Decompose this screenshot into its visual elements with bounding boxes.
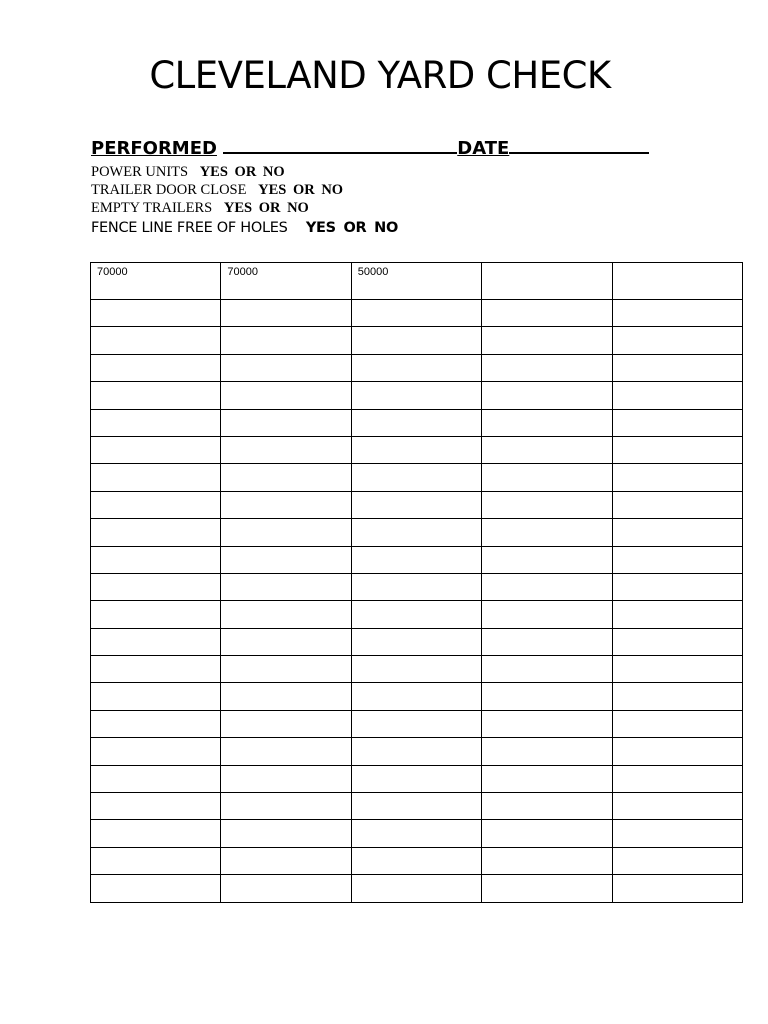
table-cell[interactable]: [221, 491, 351, 518]
table-cell[interactable]: [612, 683, 742, 710]
table-cell[interactable]: [351, 354, 481, 381]
table-row: [91, 601, 743, 628]
table-cell[interactable]: [482, 820, 612, 847]
table-cell[interactable]: [91, 601, 221, 628]
yard-check-table: [90, 262, 743, 903]
table-cell[interactable]: [351, 573, 481, 600]
table-cell[interactable]: [612, 738, 742, 765]
check-power-units: [91, 164, 285, 181]
table-cell[interactable]: [351, 683, 481, 710]
table-cell[interactable]: [351, 546, 481, 573]
table-cell[interactable]: [351, 656, 481, 683]
table-cell[interactable]: [91, 710, 221, 737]
table-cell[interactable]: [221, 436, 351, 463]
date-label: DATE: [457, 138, 510, 159]
table-cell[interactable]: [612, 409, 742, 436]
table-cell[interactable]: [612, 710, 742, 737]
table-cell[interactable]: [91, 573, 221, 600]
table-cell[interactable]: [221, 327, 351, 354]
table-cell[interactable]: [351, 300, 481, 327]
table-cell[interactable]: [612, 354, 742, 381]
table-cell[interactable]: [482, 738, 612, 765]
check-label: FENCE LINE FREE OF HOLES: [91, 220, 288, 236]
table-cell[interactable]: [612, 327, 742, 354]
table-cell[interactable]: [91, 382, 221, 409]
table-cell[interactable]: [91, 354, 221, 381]
table-cell[interactable]: [351, 601, 481, 628]
table-cell[interactable]: [351, 519, 481, 546]
table-cell[interactable]: [482, 327, 612, 354]
table-cell[interactable]: [221, 382, 351, 409]
table-cell[interactable]: [91, 628, 221, 655]
table-cell[interactable]: [351, 491, 481, 518]
table-cell[interactable]: [612, 573, 742, 600]
table-cell[interactable]: [221, 628, 351, 655]
table-row: [91, 573, 743, 600]
check-trailer-door-close: [91, 182, 343, 199]
table-cell[interactable]: [351, 464, 481, 491]
table-cell[interactable]: [221, 464, 351, 491]
table-cell[interactable]: [91, 436, 221, 463]
date-field[interactable]: [509, 138, 649, 154]
table-cell[interactable]: [482, 519, 612, 546]
table-cell[interactable]: [221, 601, 351, 628]
table-cell[interactable]: [612, 436, 742, 463]
check-label: TRAILER DOOR CLOSE: [91, 182, 247, 198]
table-row: [91, 793, 743, 820]
table-row: [91, 875, 743, 902]
table-header-cell[interactable]: 70000: [91, 263, 221, 300]
table-cell[interactable]: [612, 875, 742, 902]
table-cell[interactable]: [221, 847, 351, 874]
table-row: [91, 519, 743, 546]
table-cell[interactable]: [91, 300, 221, 327]
table-row: [91, 327, 743, 354]
table-cell[interactable]: [351, 436, 481, 463]
table-cell[interactable]: [91, 793, 221, 820]
check-answer[interactable]: YES OR NO: [199, 164, 285, 180]
table-row: [91, 354, 743, 381]
table-cell[interactable]: [482, 847, 612, 874]
table-cell[interactable]: [221, 300, 351, 327]
table-cell[interactable]: [221, 793, 351, 820]
table-cell[interactable]: [482, 710, 612, 737]
table-row: [91, 382, 743, 409]
table-cell[interactable]: [482, 491, 612, 518]
table-cell[interactable]: [482, 793, 612, 820]
table-cell[interactable]: [612, 628, 742, 655]
table-row: [91, 683, 743, 710]
table-header-row: [91, 263, 743, 300]
table-cell[interactable]: [612, 300, 742, 327]
table-cell[interactable]: [221, 409, 351, 436]
table-cell[interactable]: [612, 656, 742, 683]
table-cell[interactable]: [351, 875, 481, 902]
table-cell[interactable]: [482, 382, 612, 409]
table-cell[interactable]: [612, 765, 742, 792]
performed-field[interactable]: [223, 138, 457, 154]
table-cell[interactable]: [221, 683, 351, 710]
table-cell[interactable]: [91, 875, 221, 902]
table-cell[interactable]: [221, 765, 351, 792]
table-cell[interactable]: [482, 354, 612, 381]
table-header-cell[interactable]: [482, 263, 612, 300]
table-cell[interactable]: [91, 820, 221, 847]
table-cell[interactable]: [351, 793, 481, 820]
table-cell[interactable]: [612, 382, 742, 409]
table-header-cell[interactable]: 50000: [351, 263, 481, 300]
table-cell[interactable]: [221, 519, 351, 546]
table-cell[interactable]: [221, 820, 351, 847]
check-fence-line: [91, 220, 398, 236]
form-title: CLEVELAND YARD CHECK: [149, 54, 611, 97]
table-cell[interactable]: [482, 683, 612, 710]
table-cell[interactable]: [221, 546, 351, 573]
table-cell[interactable]: [351, 765, 481, 792]
table-row: [91, 656, 743, 683]
table-cell[interactable]: [612, 519, 742, 546]
table-row: [91, 409, 743, 436]
table-cell[interactable]: [482, 464, 612, 491]
check-empty-trailers: [91, 200, 309, 217]
table-cell[interactable]: [351, 628, 481, 655]
table-cell[interactable]: [221, 875, 351, 902]
table-cell[interactable]: [612, 820, 742, 847]
table-cell[interactable]: [91, 765, 221, 792]
table-cell[interactable]: [91, 327, 221, 354]
table-cell[interactable]: [91, 546, 221, 573]
table-cell[interactable]: [482, 765, 612, 792]
table-cell[interactable]: [351, 710, 481, 737]
table-cell[interactable]: [482, 546, 612, 573]
table-cell[interactable]: [482, 436, 612, 463]
table-row: [91, 710, 743, 737]
table-cell[interactable]: [482, 409, 612, 436]
table-cell[interactable]: [91, 683, 221, 710]
check-label: EMPTY TRAILERS: [91, 200, 213, 216]
table-cell[interactable]: [351, 409, 481, 436]
table-cell[interactable]: [612, 793, 742, 820]
table-cell[interactable]: [221, 573, 351, 600]
check-answer[interactable]: YES OR NO: [305, 220, 399, 236]
table-cell[interactable]: [221, 656, 351, 683]
table-cell[interactable]: [612, 491, 742, 518]
table-row: [91, 738, 743, 765]
table-cell[interactable]: [482, 573, 612, 600]
table-cell[interactable]: [612, 464, 742, 491]
table-row: [91, 491, 743, 518]
table-cell[interactable]: [91, 519, 221, 546]
table-row: [91, 765, 743, 792]
table-header-cell[interactable]: [612, 263, 742, 300]
check-label: POWER UNITS: [91, 164, 189, 180]
table-cell[interactable]: [482, 875, 612, 902]
table-cell[interactable]: [351, 847, 481, 874]
table-cell[interactable]: [91, 464, 221, 491]
table-cell[interactable]: [482, 656, 612, 683]
table-cell[interactable]: [482, 300, 612, 327]
table-cell[interactable]: [221, 354, 351, 381]
table-cell[interactable]: [612, 601, 742, 628]
table-cell[interactable]: [612, 546, 742, 573]
table-cell[interactable]: [91, 656, 221, 683]
performed-date-line: [91, 138, 671, 159]
table-row: [91, 300, 743, 327]
table-cell[interactable]: [482, 601, 612, 628]
table-row: [91, 847, 743, 874]
table-cell[interactable]: [351, 327, 481, 354]
check-answer[interactable]: YES OR NO: [223, 200, 309, 216]
table-row: [91, 628, 743, 655]
table-cell[interactable]: [91, 409, 221, 436]
table-cell[interactable]: [351, 738, 481, 765]
table-header-cell[interactable]: 70000: [221, 263, 351, 300]
table-row: [91, 436, 743, 463]
performed-label: PERFORMED: [91, 138, 217, 159]
table-cell[interactable]: [221, 710, 351, 737]
table-cell[interactable]: [91, 491, 221, 518]
table-row: [91, 820, 743, 847]
table-cell[interactable]: [91, 738, 221, 765]
table-cell[interactable]: [612, 847, 742, 874]
table-cell[interactable]: [91, 847, 221, 874]
table-row: [91, 546, 743, 573]
table-cell[interactable]: [482, 628, 612, 655]
table-cell[interactable]: [351, 382, 481, 409]
table-cell[interactable]: [221, 738, 351, 765]
check-answer[interactable]: YES OR NO: [258, 182, 344, 198]
table-cell[interactable]: [351, 820, 481, 847]
table-row: [91, 464, 743, 491]
